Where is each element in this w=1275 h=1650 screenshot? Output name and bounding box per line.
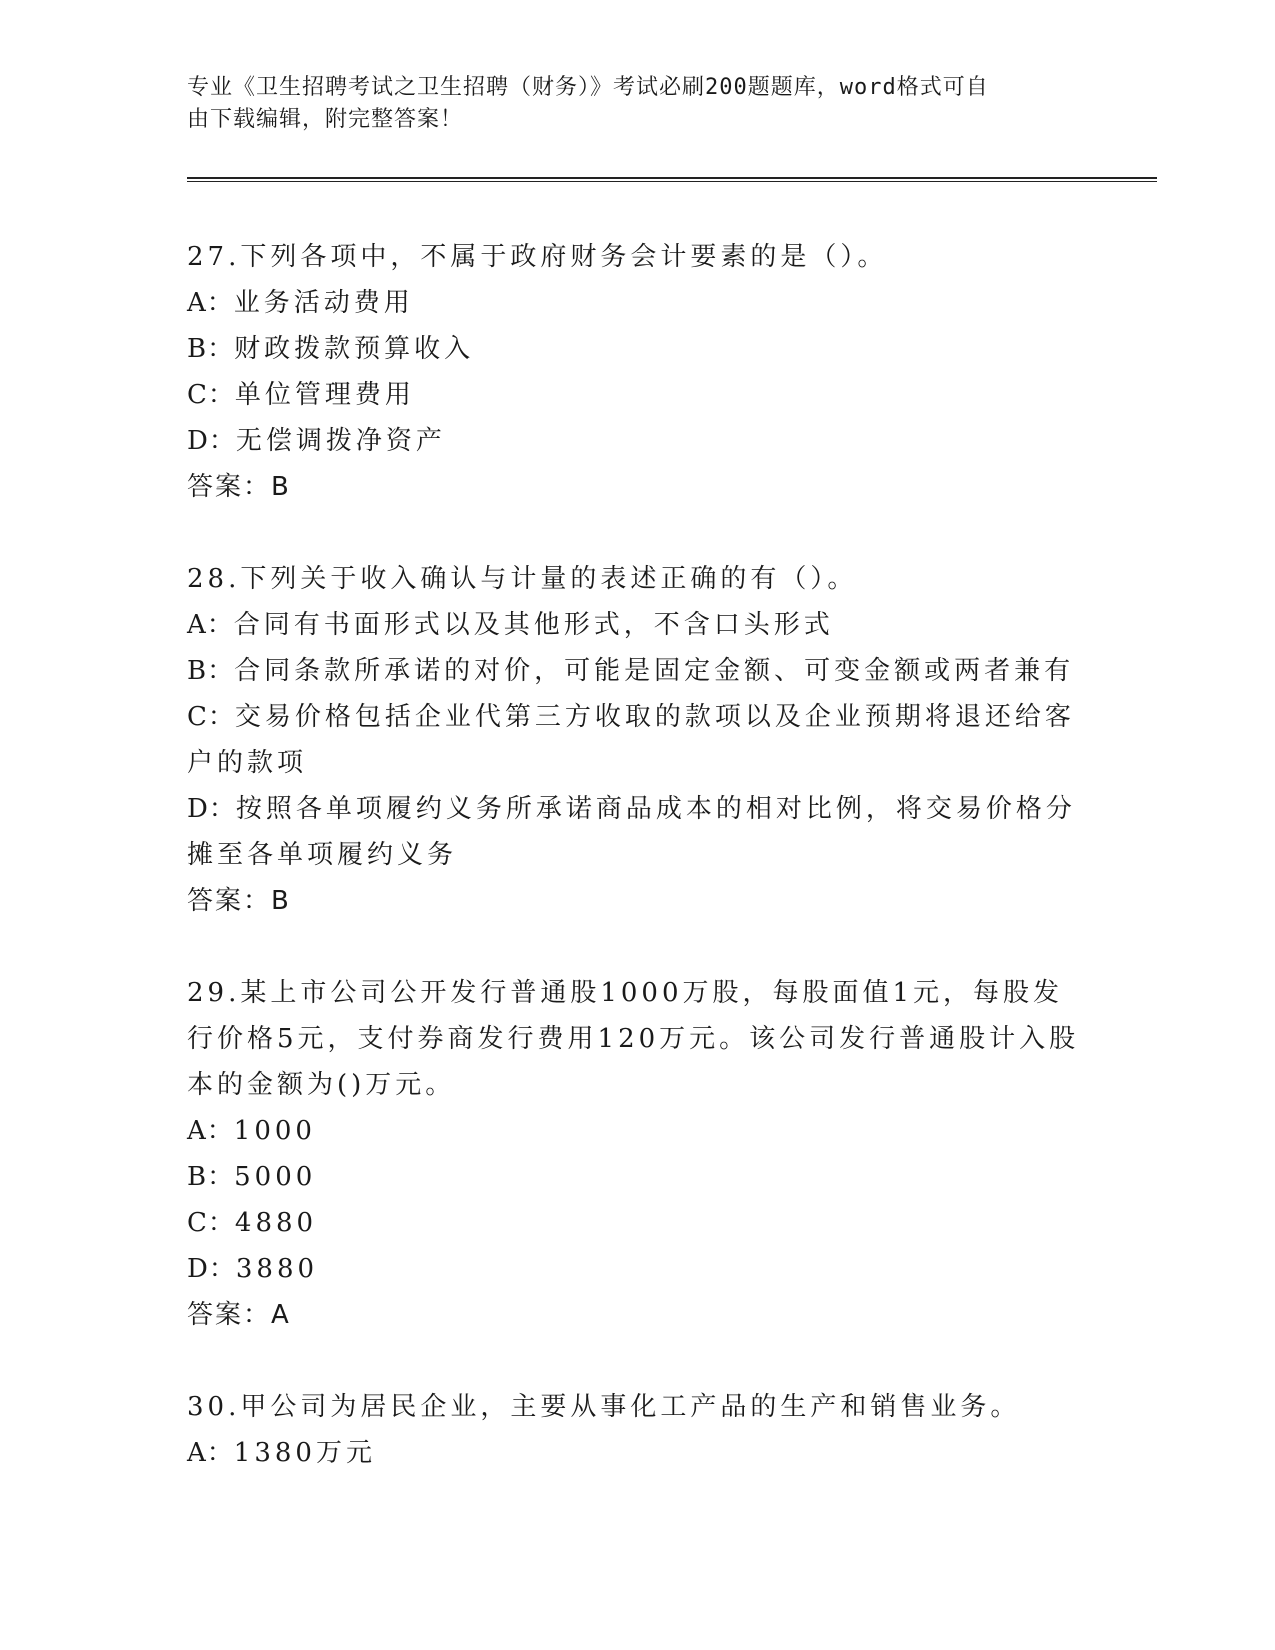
- option-text: 业务活动费用: [233, 288, 414, 318]
- option-a: [187, 1108, 1087, 1154]
- option-a: [187, 602, 1087, 648]
- option-a: [187, 280, 1087, 326]
- option-text: 1000: [233, 1116, 316, 1146]
- option-text: 3880: [235, 1254, 319, 1284]
- option-key: A：: [187, 610, 234, 640]
- option-text: 1380万元: [233, 1438, 376, 1468]
- option-text: 按照各单项履约义务所承诺商品成本的相对比例，将交易价格分摊至各单项履约义务: [187, 794, 1076, 870]
- option-key: D：: [187, 426, 236, 456]
- question-29: [187, 970, 1087, 1338]
- option-key: D：: [187, 794, 236, 824]
- option-text: 合同条款所承诺的对价，可能是固定金额、可变金额或两者兼有: [234, 656, 1075, 686]
- option-b: [187, 1154, 1087, 1200]
- answer-label: 答案：B: [187, 886, 291, 916]
- option-key: B：: [187, 334, 235, 364]
- header-line-2: 由下载编辑，附完整答案！: [187, 107, 464, 132]
- question-28: [187, 556, 1087, 924]
- option-d: [187, 418, 1087, 464]
- question-stem: 29.某上市公司公开发行普通股1000万股，每股面值1元，每股发行价格5元，支付券商发行费用120万元。该公司发行普通股计入股本的金额为()万元。: [187, 978, 1080, 1100]
- option-key: D：: [187, 1254, 236, 1284]
- option-d: [187, 786, 1087, 878]
- question-stem: 30.甲公司为居民企业，主要从事化工产品的生产和销售业务。: [187, 1392, 1021, 1422]
- option-text: 交易价格包括企业代第三方收取的款项以及企业预期将退还给客户的款项: [187, 702, 1075, 778]
- question-stem: 28.下列关于收入确认与计量的表述正确的有（）。: [187, 564, 858, 594]
- option-text: 单位管理费用: [234, 380, 415, 410]
- option-d: [187, 1246, 1087, 1292]
- option-c: [187, 1200, 1087, 1246]
- question-30: [187, 1384, 1087, 1476]
- option-key: B：: [187, 656, 235, 686]
- option-text: 合同有书面形式以及其他形式，不含口头形式: [233, 610, 834, 640]
- option-key: C：: [187, 380, 235, 410]
- option-text: 财政拨款预算收入: [234, 334, 475, 364]
- option-text: 5000: [234, 1162, 317, 1192]
- option-key: A：: [187, 1438, 234, 1468]
- answer-label: 答案：B: [187, 472, 291, 502]
- question-spacer: [187, 1338, 1087, 1384]
- question-spacer: [187, 510, 1087, 556]
- option-c: [187, 694, 1087, 786]
- answer-label: 答案：A: [187, 1300, 291, 1330]
- option-key: B：: [187, 1162, 235, 1192]
- option-key: A：: [187, 1116, 234, 1146]
- question-stem: 27.下列各项中，不属于政府财务会计要素的是（）。: [187, 242, 888, 272]
- option-c: [187, 372, 1087, 418]
- header-divider: [187, 177, 1157, 182]
- option-text: 4880: [234, 1208, 318, 1238]
- question-list: [187, 234, 1087, 1476]
- question-spacer: [187, 924, 1087, 970]
- header-line-1: 专业《卫生招聘考试之卫生招聘（财务）》考试必刷200题题库，word格式可自: [187, 75, 989, 100]
- option-a: [187, 1430, 1087, 1476]
- document-header: [187, 72, 1067, 136]
- option-b: [187, 326, 1087, 372]
- option-key: C：: [187, 1208, 235, 1238]
- option-text: 无偿调拨净资产: [235, 426, 446, 456]
- option-key: A：: [187, 288, 234, 318]
- question-27: [187, 234, 1087, 510]
- option-key: C：: [187, 702, 235, 732]
- option-b: [187, 648, 1087, 694]
